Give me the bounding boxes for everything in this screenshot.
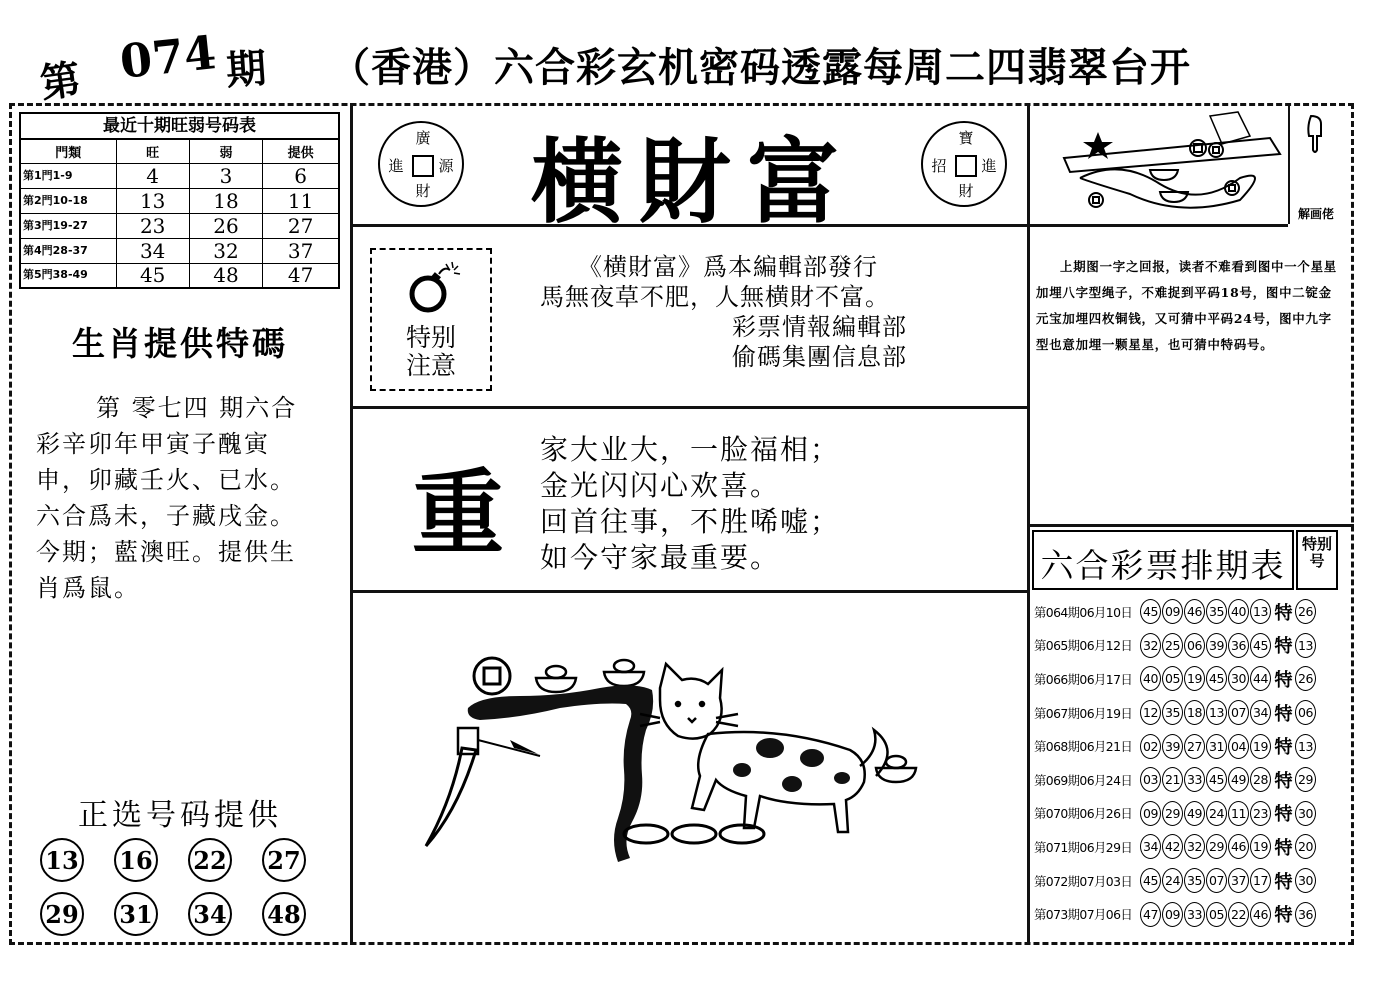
notice-box xyxy=(370,248,492,391)
table-cell: 18 xyxy=(189,188,262,213)
coin-icon xyxy=(921,121,1007,207)
special-number: 06 xyxy=(1295,700,1316,725)
schedule-list xyxy=(1034,595,1344,931)
draw-number: 09 xyxy=(1140,801,1161,826)
draw-number: 19 xyxy=(1250,734,1271,759)
special-number: 26 xyxy=(1295,599,1316,624)
table-row xyxy=(20,263,339,288)
draw-number: 32 xyxy=(1140,633,1161,658)
special-number: 13 xyxy=(1295,734,1316,759)
cat-illustration xyxy=(360,600,1020,930)
bomb-icon xyxy=(406,260,462,316)
draw-number: 19 xyxy=(1250,834,1271,859)
notice-text xyxy=(540,252,980,372)
special-number: 30 xyxy=(1295,868,1316,893)
pick-number: 29 xyxy=(40,892,84,936)
draw-number: 06 xyxy=(1184,633,1205,658)
draw-number: 35 xyxy=(1162,700,1183,725)
schedule-row xyxy=(1034,629,1344,663)
special-marker: 特 xyxy=(1274,837,1293,859)
table-cell: 4 xyxy=(116,163,189,188)
notice-line: 馬無夜草不肥，人無横財不富。 xyxy=(540,283,890,311)
riddle-label xyxy=(1296,114,1336,223)
table-cell: 第5門38-49 xyxy=(20,263,116,288)
draw-number: 22 xyxy=(1228,902,1249,927)
pick-number: 13 xyxy=(40,838,84,882)
poem-line: 金光闪闪心欢喜。 xyxy=(540,469,781,502)
banner-title: 横財富 xyxy=(530,128,855,236)
pick-number: 31 xyxy=(114,892,158,936)
special-number: 26 xyxy=(1295,666,1316,691)
draw-number: 13 xyxy=(1206,700,1227,725)
poem-line: 如今守家最重要。 xyxy=(540,541,781,574)
table-cell: 第2門10-18 xyxy=(20,188,116,213)
column-header: 弱 xyxy=(189,139,262,163)
picks-title: 正选号码提供 xyxy=(78,798,282,833)
draw-number: 33 xyxy=(1184,902,1205,927)
draw-number: 21 xyxy=(1162,767,1183,792)
special-marker: 特 xyxy=(1274,636,1293,658)
schedule-row xyxy=(1034,595,1344,629)
left-column-divider xyxy=(350,103,353,945)
special-marker: 特 xyxy=(1274,669,1293,691)
table-cell: 第1門1-9 xyxy=(20,163,116,188)
special-marker: 特 xyxy=(1274,770,1293,792)
schedule-date: 第072期07月03日 xyxy=(1034,873,1133,889)
schedule-row xyxy=(1034,864,1344,898)
special-marker: 特 xyxy=(1274,804,1293,826)
table-row xyxy=(20,238,339,263)
draw-number: 09 xyxy=(1162,599,1183,624)
draw-number: 07 xyxy=(1206,868,1227,893)
draw-number: 29 xyxy=(1206,834,1227,859)
gold-ingot-icon xyxy=(536,660,916,782)
draw-number: 09 xyxy=(1162,902,1183,927)
draw-number: 45 xyxy=(1250,633,1271,658)
notice-line: 偷碼集團信息部 xyxy=(732,343,907,371)
zodiac-text: 第 零七四 期六合彩辛卯年甲寅子醜寅申，卯藏壬火、已水。六合爲未，子藏戌金。今期；藍澳旺。提供生肖爲鼠。 xyxy=(36,394,298,602)
schedule-date: 第067期06月19日 xyxy=(1034,705,1133,721)
table-row xyxy=(20,163,339,188)
draw-number: 03 xyxy=(1140,767,1161,792)
draw-number: 46 xyxy=(1184,599,1205,624)
pick-number: 22 xyxy=(188,838,232,882)
special-number-label: 特别号 xyxy=(1296,530,1338,590)
table-cell: 3 xyxy=(189,163,262,188)
coin-icon xyxy=(378,121,464,207)
draw-number: 12 xyxy=(1140,700,1161,725)
pointing-hand-icon xyxy=(1305,114,1327,154)
schedule-date: 第064期06月10日 xyxy=(1034,604,1133,620)
schedule-date: 第070期06月26日 xyxy=(1034,806,1133,822)
special-number: 36 xyxy=(1295,902,1316,927)
schedule-title: 六合彩票排期表 xyxy=(1040,546,1286,585)
issue-prefix: 第 xyxy=(37,56,84,108)
table-row xyxy=(20,188,339,213)
draw-number: 31 xyxy=(1206,734,1227,759)
table-cell: 32 xyxy=(189,238,262,263)
poem-line: 回首往事，不胜唏嘘； xyxy=(540,505,841,538)
schedule-date: 第066期06月17日 xyxy=(1034,671,1133,687)
draw-number: 47 xyxy=(1140,902,1161,927)
special-number: 30 xyxy=(1295,801,1316,826)
schedule-row xyxy=(1034,729,1344,763)
draw-number: 45 xyxy=(1206,666,1227,691)
pick-number: 48 xyxy=(262,892,306,936)
draw-number: 29 xyxy=(1162,801,1183,826)
table-cell: 45 xyxy=(116,263,189,288)
schedule-date: 第071期06月29日 xyxy=(1034,839,1133,855)
draw-number: 46 xyxy=(1250,902,1271,927)
draw-number: 04 xyxy=(1228,734,1249,759)
draw-number: 02 xyxy=(1140,734,1161,759)
schedule-date: 第069期06月24日 xyxy=(1034,772,1133,788)
schedule-row xyxy=(1034,696,1344,730)
draw-number: 30 xyxy=(1228,666,1249,691)
draw-number: 19 xyxy=(1184,666,1205,691)
issue-suffix: 期 xyxy=(224,45,268,95)
notice-label-line: 特别 xyxy=(405,323,456,352)
zodiac-title: 生肖提供特碼 xyxy=(72,324,288,363)
draw-number: 44 xyxy=(1250,666,1271,691)
table-row xyxy=(20,213,339,238)
table-cell: 11 xyxy=(263,188,339,213)
poem xyxy=(540,432,980,576)
table-cell: 47 xyxy=(263,263,339,288)
coin-icon xyxy=(474,658,510,694)
table-cell: 37 xyxy=(263,238,339,263)
notice-line: 《横財富》爲本編輯部發行 xyxy=(578,253,878,281)
draw-number: 45 xyxy=(1140,599,1161,624)
column-header: 旺 xyxy=(116,139,189,163)
coin-char: 進 xyxy=(388,157,404,175)
draw-number: 05 xyxy=(1162,666,1183,691)
poem-line: 家大业大，一脸福相； xyxy=(540,433,841,466)
draw-number: 35 xyxy=(1184,868,1205,893)
issue-number: 074 xyxy=(117,25,219,89)
draw-number: 37 xyxy=(1228,868,1249,893)
coin-char: 財 xyxy=(958,182,974,200)
notice-label-line: 注意 xyxy=(405,351,456,380)
riddle-label-text: 解画佬 xyxy=(1297,207,1334,221)
draw-number: 34 xyxy=(1140,834,1161,859)
coin-char: 廣 xyxy=(415,129,431,147)
draw-number: 24 xyxy=(1206,801,1227,826)
draw-number: 34 xyxy=(1250,700,1271,725)
special-number: 20 xyxy=(1295,834,1316,859)
draw-number: 24 xyxy=(1162,868,1183,893)
schedule-row xyxy=(1034,897,1344,931)
draw-number: 07 xyxy=(1228,700,1249,725)
banner xyxy=(353,107,1028,236)
picks-grid xyxy=(40,838,330,936)
draw-number: 17 xyxy=(1250,868,1271,893)
poem-key-char: 重 xyxy=(412,459,505,567)
table-cell: 26 xyxy=(189,213,262,238)
draw-number: 35 xyxy=(1206,599,1227,624)
notice-line: 彩票情報編輯部 xyxy=(732,313,907,341)
schedule-date: 第065期06月12日 xyxy=(1034,638,1133,654)
recent-table-caption: 最近十期旺弱号码表 xyxy=(19,112,340,138)
schedule-row xyxy=(1034,797,1344,831)
draw-number: 28 xyxy=(1250,767,1271,792)
coin-char: 招 xyxy=(931,157,947,175)
table-cell: 6 xyxy=(263,163,339,188)
poem-divider xyxy=(350,590,1030,593)
riddle-label-divider xyxy=(1288,106,1290,224)
draw-number: 40 xyxy=(1228,599,1249,624)
coin-char: 寶 xyxy=(958,129,974,147)
riddle-divider xyxy=(1030,224,1288,227)
draw-number: 46 xyxy=(1228,834,1249,859)
draw-number: 32 xyxy=(1184,834,1205,859)
table-cell: 13 xyxy=(116,188,189,213)
table-cell: 第4門28-37 xyxy=(20,238,116,263)
coin-char: 源 xyxy=(438,157,454,175)
table-cell: 34 xyxy=(116,238,189,263)
notice-divider xyxy=(350,406,1030,409)
page-header xyxy=(37,22,1360,108)
schedule-row xyxy=(1034,662,1344,696)
pick-number: 27 xyxy=(262,838,306,882)
pick-number: 34 xyxy=(188,892,232,936)
draw-number: 05 xyxy=(1206,902,1227,927)
schedule-divider xyxy=(1030,524,1354,527)
special-marker: 特 xyxy=(1274,737,1293,759)
recent-numbers-table xyxy=(19,112,340,289)
schedule-row xyxy=(1034,763,1344,797)
special-number: 13 xyxy=(1295,633,1316,658)
table-cell: 第3門19-27 xyxy=(20,213,116,238)
draw-number: 18 xyxy=(1184,700,1205,725)
draw-number: 45 xyxy=(1140,868,1161,893)
special-marker: 特 xyxy=(1274,905,1293,927)
draw-number: 40 xyxy=(1140,666,1161,691)
recent-table-body xyxy=(20,163,339,288)
page-title: （香港）六合彩玄机密码透露每周二四翡翠台开 xyxy=(330,45,1191,91)
column-header: 提供 xyxy=(263,139,339,163)
schedule-title-box xyxy=(1032,530,1294,590)
draw-number: 25 xyxy=(1162,633,1183,658)
draw-number: 36 xyxy=(1228,633,1249,658)
draw-number: 45 xyxy=(1206,767,1227,792)
special-marker: 特 xyxy=(1274,703,1293,725)
schedule-date: 第068期06月21日 xyxy=(1034,739,1133,755)
draw-number: 49 xyxy=(1184,801,1205,826)
draw-number: 13 xyxy=(1250,599,1271,624)
table-cell: 27 xyxy=(263,213,339,238)
draw-number: 23 xyxy=(1250,801,1271,826)
pick-number: 16 xyxy=(114,838,158,882)
draw-number: 49 xyxy=(1228,767,1249,792)
schedule-date: 第073期07月06日 xyxy=(1034,907,1133,923)
draw-number: 39 xyxy=(1206,633,1227,658)
draw-number: 42 xyxy=(1162,834,1183,859)
draw-number: 11 xyxy=(1228,801,1249,826)
riddle-illustration xyxy=(1040,108,1285,220)
special-marker: 特 xyxy=(1274,871,1293,893)
draw-number: 33 xyxy=(1184,767,1205,792)
notice-label xyxy=(372,324,490,380)
column-header: 門類 xyxy=(20,139,116,163)
special-number: 29 xyxy=(1295,767,1316,792)
coin-char: 財 xyxy=(415,182,431,200)
table-header-row xyxy=(20,139,339,163)
draw-number: 39 xyxy=(1162,734,1183,759)
coin-char: 進 xyxy=(981,157,997,175)
special-marker: 特 xyxy=(1274,602,1293,624)
riddle-text: 上期图一字之回报，读者不难看到图中一个星星加埋八字型绳子，不难捉到平码18号，图中二锭金元宝加埋四枚铜钱，又可猜中平码24号，图中九字型也意加埋一颗星星，也可猜中特码号。 xyxy=(1036,259,1338,352)
table-cell: 48 xyxy=(189,263,262,288)
table-cell: 23 xyxy=(116,213,189,238)
draw-number: 27 xyxy=(1184,734,1205,759)
schedule-row xyxy=(1034,830,1344,864)
